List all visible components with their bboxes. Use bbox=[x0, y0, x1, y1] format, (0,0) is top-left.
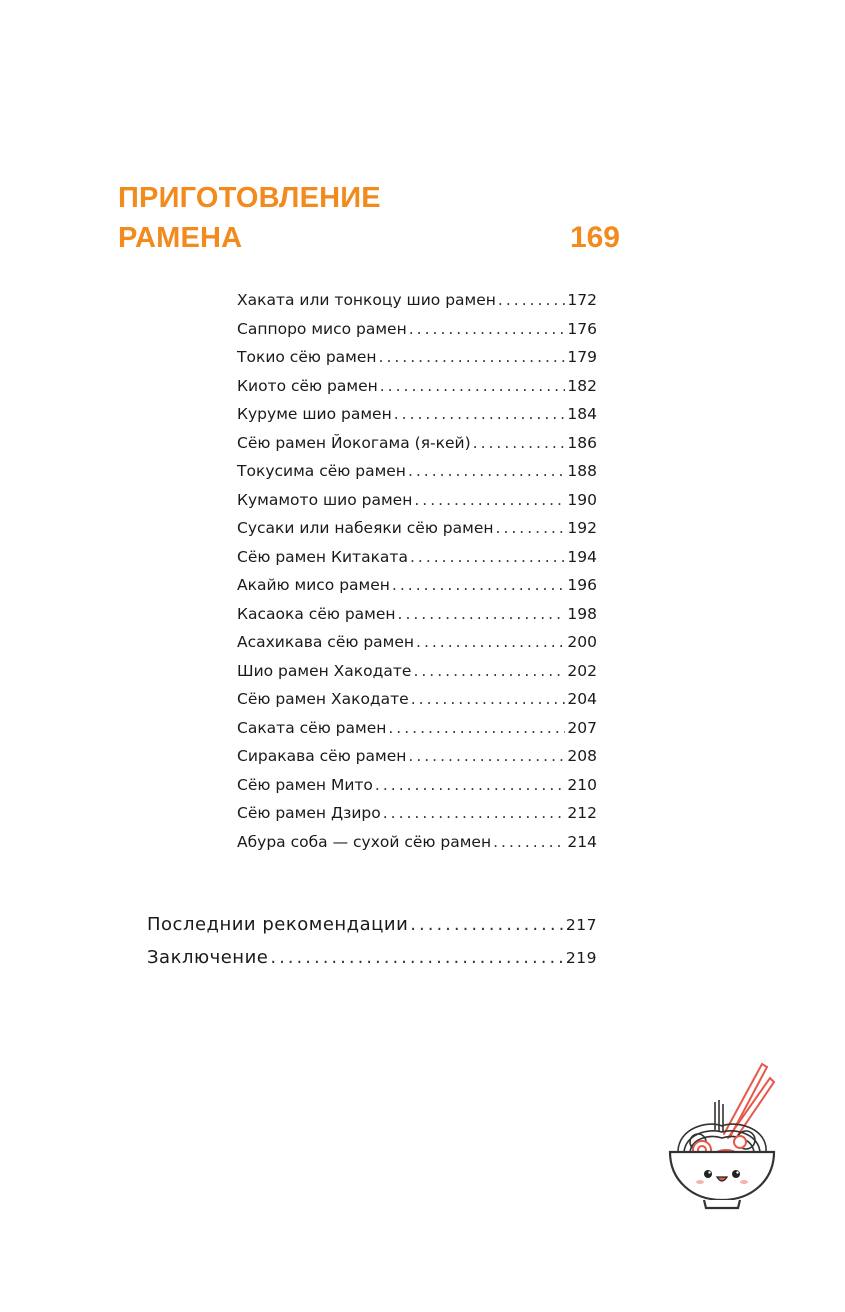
toc-entry-label: Шио рамен Хакодате bbox=[237, 661, 412, 680]
toc-entry-label: Токусима сёю рамен bbox=[237, 462, 406, 480]
toc-entry-label: Токио сёю рамен bbox=[237, 348, 377, 366]
dot-leader bbox=[416, 633, 565, 651]
toc-entry[interactable] bbox=[237, 548, 597, 577]
toc-entry-label: Сиракава сёю рамен bbox=[237, 747, 407, 765]
toc-entry-page: 202 bbox=[567, 661, 597, 680]
toc-entry[interactable] bbox=[237, 833, 597, 862]
toc-entry-label: Сёю рамен Мито bbox=[237, 775, 373, 794]
toc-entry-page: 172 bbox=[567, 291, 597, 309]
dot-leader bbox=[375, 776, 565, 794]
toc-entry-label: Кумамото шио рамен bbox=[237, 490, 413, 509]
dot-leader bbox=[380, 377, 566, 395]
dot-leader bbox=[410, 914, 564, 935]
toc-entry-page: 200 bbox=[567, 633, 597, 651]
bowl-icon bbox=[670, 1152, 774, 1200]
dot-leader bbox=[409, 320, 566, 338]
toc-entry-page: 194 bbox=[567, 547, 597, 566]
toc-entry[interactable] bbox=[237, 719, 597, 748]
toc-entry[interactable] bbox=[237, 662, 597, 691]
toc-entry-page: 212 bbox=[567, 804, 597, 822]
toc-entry-page: 198 bbox=[567, 604, 597, 623]
toc-entry-label: Сёю рамен Хакодате bbox=[237, 690, 409, 708]
toc-entry[interactable] bbox=[237, 576, 597, 605]
toc-entry-page: 192 bbox=[567, 519, 597, 537]
toc-entry-page: 210 bbox=[567, 775, 597, 794]
toc-entry[interactable] bbox=[237, 348, 597, 377]
toc-entry-page: 179 bbox=[567, 348, 597, 366]
toc-entry[interactable] bbox=[237, 633, 597, 662]
toc-entry-page: 188 bbox=[567, 462, 597, 480]
toc-entry-label: Сёю рамен Дзиро bbox=[237, 804, 381, 822]
toc-entry-page: 182 bbox=[567, 376, 597, 395]
toc-main-entry[interactable] bbox=[147, 947, 597, 980]
dot-leader bbox=[496, 519, 566, 537]
toc-entry-label: Куруме шио рамен bbox=[237, 405, 392, 423]
main-toc-list bbox=[147, 914, 597, 980]
toc-main-entry-label: Заключение bbox=[147, 947, 269, 968]
toc-entry-label: Сусаки или набеяки сёю рамен bbox=[237, 519, 494, 537]
toc-entry-page: 190 bbox=[567, 490, 597, 509]
dot-leader bbox=[413, 662, 565, 680]
recipe-toc-list bbox=[237, 291, 597, 861]
toc-entry-page: 208 bbox=[567, 747, 597, 765]
toc-entry-page: 214 bbox=[567, 832, 597, 851]
dot-leader bbox=[270, 947, 564, 968]
toc-entry-page: 204 bbox=[567, 690, 597, 708]
dot-leader bbox=[411, 690, 566, 708]
dot-leader bbox=[408, 747, 565, 765]
toc-entry[interactable] bbox=[237, 776, 597, 805]
toc-entry[interactable] bbox=[237, 320, 597, 349]
toc-entry-label: Саппоро мисо рамен bbox=[237, 319, 407, 338]
toc-entry[interactable] bbox=[237, 491, 597, 520]
dot-leader bbox=[388, 719, 565, 737]
toc-entry-page: 176 bbox=[567, 319, 597, 338]
chopsticks-icon bbox=[724, 1064, 774, 1141]
toc-main-entry-label: Последнии рекомендации bbox=[147, 914, 409, 935]
noodles-icon bbox=[678, 1124, 766, 1152]
dot-leader bbox=[414, 491, 565, 509]
dot-leader bbox=[398, 605, 566, 623]
section-title-line-1: ПРИГОТОВЛЕНИЕ bbox=[118, 182, 381, 214]
toc-entry[interactable] bbox=[237, 434, 597, 463]
toc-entry-label: Сёю рамен Китаката bbox=[237, 547, 408, 566]
toc-main-entry[interactable] bbox=[147, 914, 597, 947]
toc-entry[interactable] bbox=[237, 291, 597, 320]
toc-entry[interactable] bbox=[237, 462, 597, 491]
dot-leader bbox=[392, 576, 565, 594]
toc-entry[interactable] bbox=[237, 804, 597, 833]
toc-entry-page: 186 bbox=[567, 433, 597, 452]
toc-entry-page: 196 bbox=[567, 576, 597, 594]
toc-entry-label: Сёю рамен Йокогама (я-кей) bbox=[237, 433, 471, 452]
toc-entry[interactable] bbox=[237, 519, 597, 548]
toc-entry[interactable] bbox=[237, 405, 597, 434]
toc-entry[interactable] bbox=[237, 377, 597, 406]
toc-entry-label: Хаката или тонкоцу шио рамен bbox=[237, 291, 496, 309]
dot-leader bbox=[408, 462, 565, 480]
dot-leader bbox=[493, 833, 565, 851]
toc-entry-label: Акайю мисо рамен bbox=[237, 576, 390, 594]
toc-entry-label: Касаока сёю рамен bbox=[237, 604, 396, 623]
toc-entry-label: Абура соба — сухой сёю рамен bbox=[237, 832, 492, 851]
dot-leader bbox=[383, 804, 566, 822]
ramen-bowl-icon bbox=[664, 1052, 780, 1216]
toc-main-entry-page: 217 bbox=[565, 916, 597, 934]
dot-leader bbox=[394, 405, 566, 423]
toc-entry-page: 207 bbox=[567, 718, 597, 737]
dot-leader bbox=[379, 348, 566, 366]
toc-entry[interactable] bbox=[237, 605, 597, 634]
toc-entry-label: Саката сёю рамен bbox=[237, 718, 387, 737]
toc-entry[interactable] bbox=[237, 690, 597, 719]
toc-main-entry-page: 219 bbox=[565, 949, 597, 967]
dot-leader bbox=[498, 291, 565, 309]
section-title-line-2: РАМЕНА bbox=[118, 222, 243, 254]
toc-entry-label: Асахикава сёю рамен bbox=[237, 633, 415, 651]
dot-leader bbox=[410, 548, 565, 566]
dot-leader bbox=[473, 434, 566, 452]
section-page-number: 169 bbox=[569, 221, 620, 254]
toc-entry[interactable] bbox=[237, 747, 597, 776]
toc-entry-page: 184 bbox=[567, 405, 597, 423]
toc-entry-label: Киото сёю рамен bbox=[237, 376, 378, 395]
